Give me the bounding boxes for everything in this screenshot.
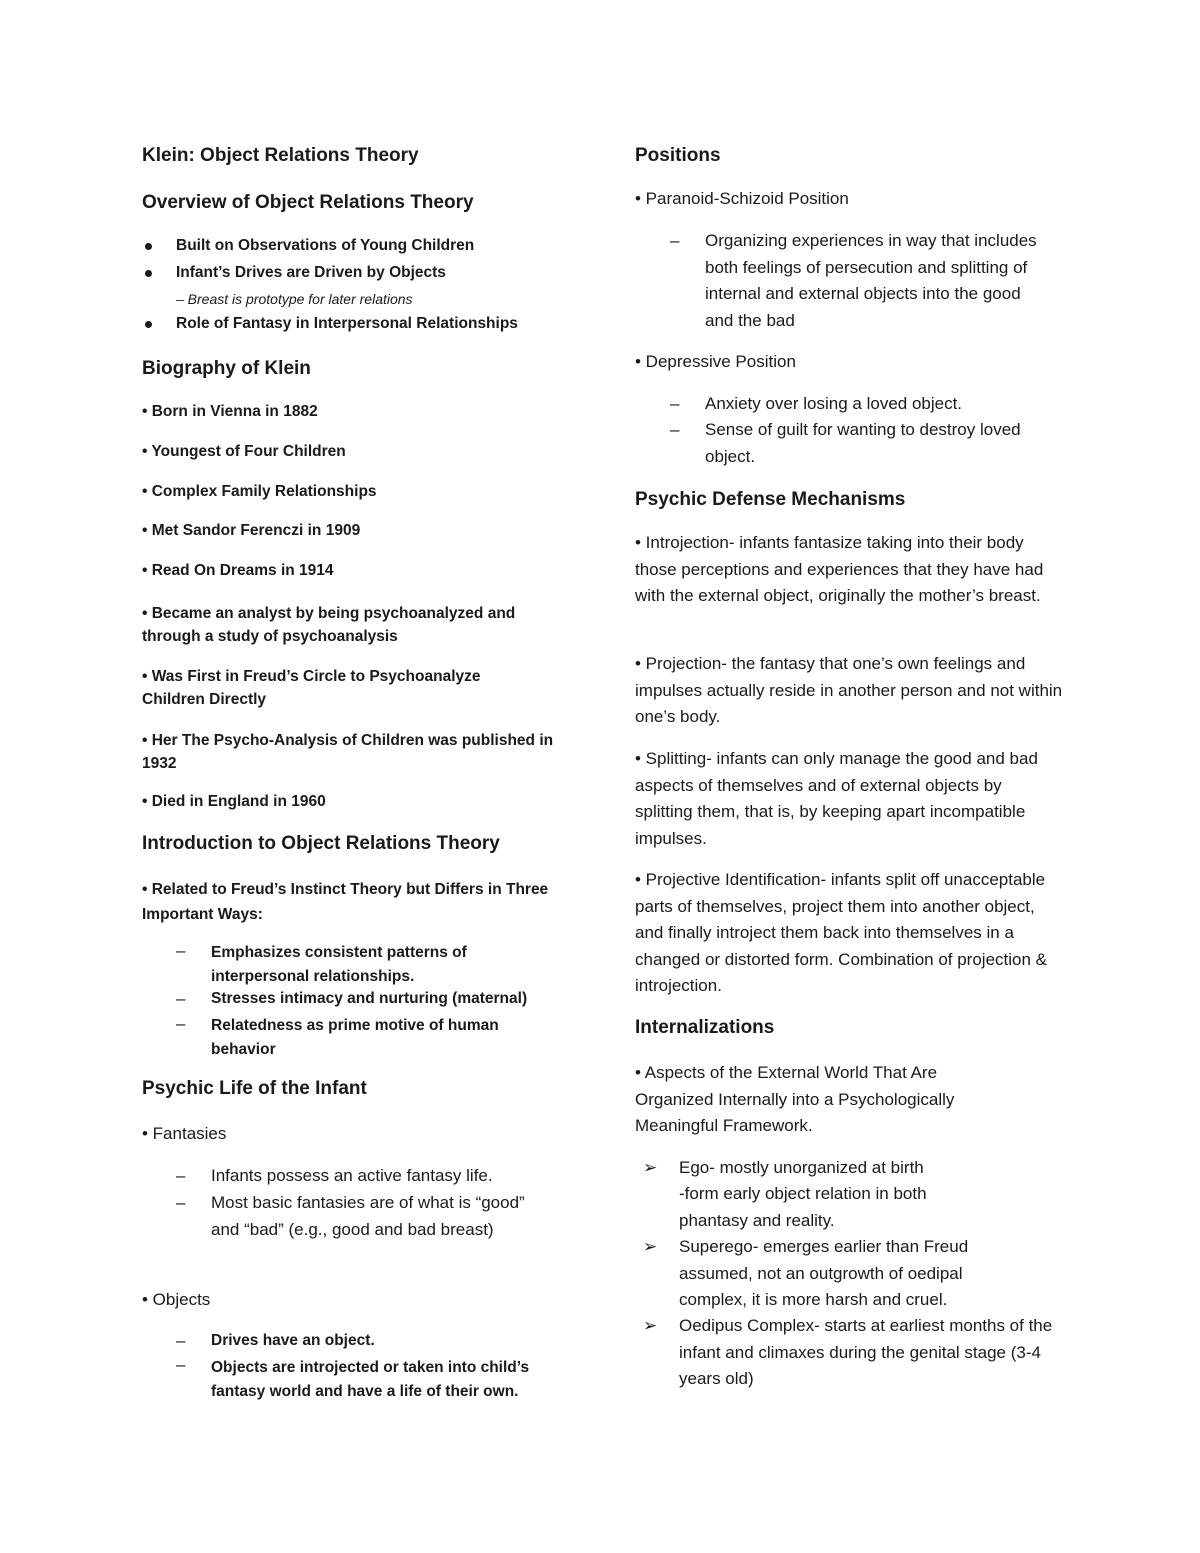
biography-item: • Born in Vienna in 1882 [142, 403, 318, 420]
ego-line: -form early object relation in both phantasy and reality. [679, 1184, 927, 1230]
dash-icon: – [670, 420, 680, 439]
dash-icon: – [670, 231, 680, 250]
biography-item: • Complex Family Relationships [142, 483, 377, 500]
objects-item: Objects are introjected or taken into child’s fantasy world and have a life of their own. [211, 1359, 530, 1400]
biography-heading: Biography of Klein [142, 358, 311, 379]
defense-item: • Projection- the fantasy that one’s own feelings and impulses actually reside in another person and not within one’s body. [635, 654, 1063, 726]
biography-item: • Became an analyst by being psychoanalyzed and through a study of psychoanalysis [142, 605, 516, 645]
overview-item: Role of Fantasy in Interpersonal Relationships [176, 315, 518, 332]
dash-icon: – [176, 1166, 186, 1185]
dp-position-label: • Depressive Position [635, 352, 796, 371]
dp-position-item: Sense of guilt for wanting to destroy loved object. [705, 420, 1021, 466]
intro-sub: Stresses intimacy and nurturing (maternal) [211, 990, 528, 1007]
dash-icon: – [176, 1355, 186, 1374]
defense-item: • Splitting- infants can only manage the good and bad aspects of themselves and of external objects by splitting them, that is, by keeping apart incompatible impulses. [635, 749, 1038, 848]
overview-heading: Overview of Object Relations Theory [142, 192, 474, 213]
psychic-life-heading: Psychic Life of the Infant [142, 1078, 367, 1099]
biography-item: • Her The Psycho-Analysis of Children was published in 1932 [142, 732, 554, 772]
bullet-icon [145, 270, 152, 277]
defense-item: • Projective Identification- infants split off unacceptable parts of themselves, project them into another object, and finally introject them back into themselves in a changed or distorted form. Combination of projection & introjection. [635, 870, 1048, 995]
ps-position-desc: Organizing experiences in way that includes both feelings of persecution and splitting of internal and external objects into the good and the bad [705, 231, 1037, 330]
dash-icon: – [670, 394, 680, 413]
intro-sub: Emphasizes consistent patterns of interpersonal relationships. [211, 944, 467, 985]
objects-label: • Objects [142, 1290, 211, 1309]
superego-item: Superego- emerges earlier than Freud assumed, not an outgrowth of oedipal complex, it is more harsh and cruel. [679, 1237, 969, 1309]
defense-item: • Introjection- infants fantasize taking into their body those perceptions and experiences that they have had with the external object, originally the mother’s breast. [635, 533, 1044, 605]
biography-item: • Was First in Freud’s Circle to Psychoanalyze Children Directly [142, 668, 481, 708]
arrow-icon: ➢ [643, 1316, 658, 1335]
dash-icon: – [176, 1331, 186, 1350]
intro-sub: Relatedness as prime motive of human behavior [211, 1017, 499, 1058]
page-title: Klein: Object Relations Theory [142, 145, 419, 166]
biography-item: • Youngest of Four Children [142, 443, 346, 460]
fantasies-item: Most basic fantasies are of what is “good” and “bad” (e.g., good and bad breast) [211, 1193, 525, 1239]
overview-subnote: – Breast is prototype for later relations [176, 291, 413, 307]
overview-item: Infant’s Drives are Driven by Objects [176, 264, 446, 281]
dash-icon: – [176, 1014, 186, 1033]
fantasies-item: Infants possess an active fantasy life. [211, 1166, 493, 1185]
fantasies-label: • Fantasies [142, 1124, 227, 1143]
dash-icon: – [176, 941, 186, 960]
oedipus-item: Oedipus Complex- starts at earliest months of the infant and climaxes during the genital stage (3-4 years old) [679, 1316, 1053, 1388]
internalizations-heading: Internalizations [635, 1017, 775, 1038]
arrow-icon: ➢ [643, 1237, 658, 1256]
dash-icon: – [176, 989, 186, 1008]
biography-item: • Died in England in 1960 [142, 793, 326, 810]
bullet-icon [145, 243, 152, 250]
defense-heading: Psychic Defense Mechanisms [635, 489, 906, 510]
dp-position-item: Anxiety over losing a loved object. [705, 394, 963, 413]
dash-icon: – [176, 1193, 186, 1212]
intro-heading: Introduction to Object Relations Theory [142, 833, 500, 854]
arrow-icon: ➢ [643, 1158, 658, 1177]
ego-line: Ego- mostly unorganized at birth [679, 1158, 924, 1177]
objects-item: Drives have an object. [211, 1332, 375, 1349]
biography-item: • Read On Dreams in 1914 [142, 562, 334, 579]
positions-heading: Positions [635, 145, 721, 166]
intro-lead: • Related to Freud’s Instinct Theory but Differs in Three Important Ways: [142, 881, 549, 923]
bullet-icon [145, 321, 152, 328]
internalizations-lead: • Aspects of the External World That Are Organized Internally into a Psychologically Meaningful Framework. [635, 1063, 955, 1135]
overview-item: Built on Observations of Young Children [176, 237, 475, 254]
biography-item: • Met Sandor Ferenczi in 1909 [142, 522, 361, 539]
ps-position-label: • Paranoid-Schizoid Position [635, 189, 849, 208]
